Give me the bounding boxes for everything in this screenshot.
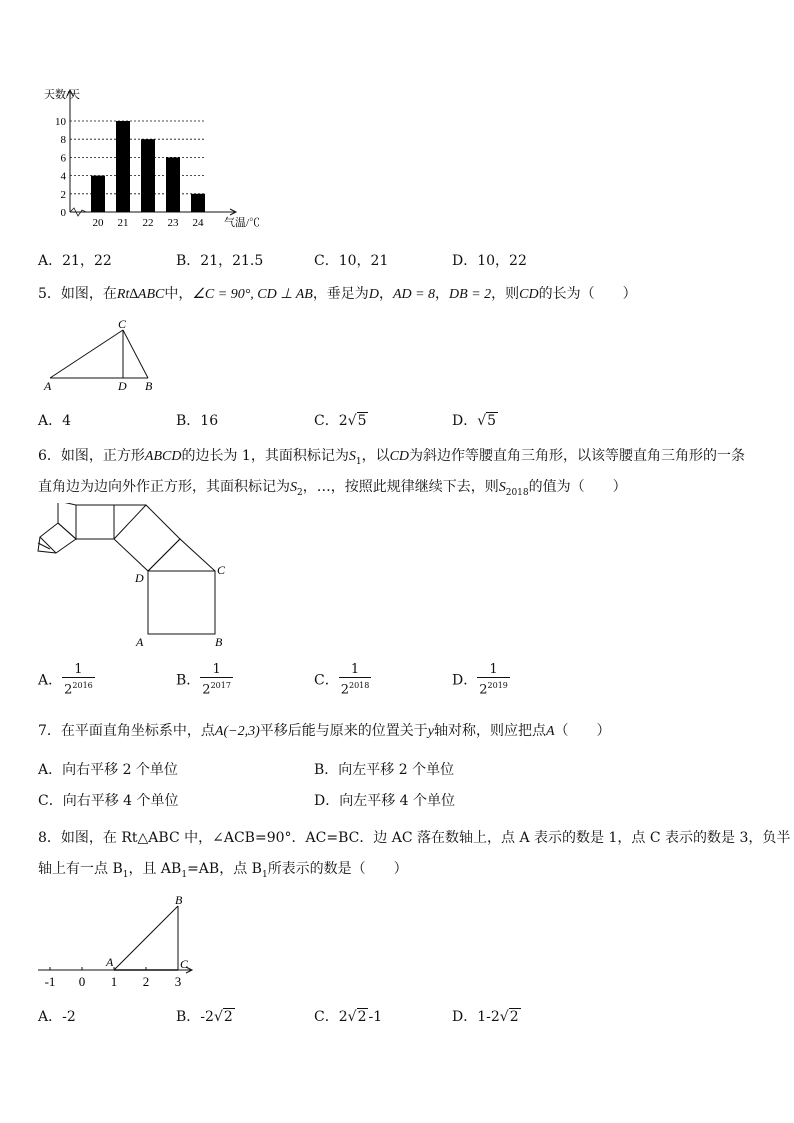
x-tick-label: 23 <box>167 217 179 229</box>
q6-option-b[interactable] <box>176 662 233 697</box>
q7-option-b[interactable] <box>314 759 454 779</box>
option-text: 向右平移 2 个单位 <box>62 762 178 778</box>
label-a: A <box>44 379 52 393</box>
question-number: 5． <box>38 286 61 302</box>
stem-text: 的值为（ ） <box>528 479 627 495</box>
option-letter: A． <box>38 672 63 689</box>
stem-text: ，且 AB <box>128 861 182 877</box>
stem-text: （ ） <box>554 723 611 739</box>
sqrt-symbol: √2 <box>347 1009 367 1025</box>
math-subscript: 2 <box>297 487 303 498</box>
question-number: 7． <box>38 723 61 739</box>
math-point: D <box>368 287 379 302</box>
option-letter: D． <box>452 1009 478 1025</box>
q6-stem-line2 <box>38 474 768 506</box>
power-base: 2 <box>64 682 73 698</box>
math-subscript: 2018 <box>505 487 529 498</box>
option-coef: 2 <box>338 413 348 429</box>
math-point: A <box>545 724 555 739</box>
q4-option-c[interactable] <box>314 250 388 270</box>
option-text: -2 <box>200 1009 214 1025</box>
q5-option-b[interactable] <box>176 410 218 430</box>
q4-option-b[interactable] <box>176 250 263 270</box>
square-3 <box>76 505 114 539</box>
radicand: 2 <box>357 1009 367 1025</box>
q8-option-c[interactable] <box>314 1006 382 1026</box>
side-ac <box>50 330 123 378</box>
math-subscript: 1 <box>261 869 268 880</box>
q6-squares-figure <box>34 503 234 649</box>
option-text: 2 <box>338 1009 348 1025</box>
number-line-label: -1 <box>44 974 56 989</box>
option-letter: C． <box>38 793 63 809</box>
option-text: -1 <box>368 1009 383 1025</box>
stem-text: ，则 <box>491 286 520 302</box>
numerator: 1 <box>62 662 95 678</box>
q8-option-b[interactable] <box>176 1006 235 1026</box>
q5-stem <box>38 281 768 308</box>
x-tick-label: 22 <box>142 217 154 229</box>
power-exponent: 2017 <box>210 681 231 690</box>
stem-text: 轴上有一点 B <box>38 861 123 877</box>
side-cb <box>123 330 148 378</box>
math-square: ABCD <box>144 449 182 464</box>
option-letter: D． <box>314 793 340 809</box>
option-letter: D． <box>452 672 478 689</box>
x-tick-label: 21 <box>117 217 129 229</box>
label-d: D <box>118 379 127 393</box>
option-letter: D． <box>452 253 478 269</box>
label-c: C <box>217 563 226 577</box>
option-letter: B． <box>314 762 339 778</box>
option-text: 21，21.5 <box>200 253 264 269</box>
q5-option-c[interactable] <box>314 410 368 430</box>
stem-text: ，…，按照此规律继续下去，则 <box>302 479 499 495</box>
option-letter: D． <box>452 413 478 429</box>
stem-text: 如图，在 <box>60 286 117 302</box>
q5-option-a[interactable] <box>38 410 71 430</box>
option-text: -2 <box>62 1009 76 1025</box>
q8-option-a[interactable] <box>38 1006 76 1026</box>
stem-text: ，垂足为 <box>312 286 369 302</box>
fraction <box>62 662 95 697</box>
sqrt-symbol: √5 <box>347 413 367 429</box>
temperature-bar-chart <box>40 86 280 231</box>
chart-y-label: 天数/天 <box>44 89 81 101</box>
option-letter: B． <box>176 413 201 429</box>
q7-option-a[interactable] <box>38 759 178 779</box>
stem-text: =AB，点 B <box>187 861 262 877</box>
y-tick-label: 10 <box>55 116 66 128</box>
power-base: 2 <box>340 682 349 698</box>
radicand: 5 <box>487 413 497 429</box>
stem-text: 所表示的数是（ ） <box>267 861 408 877</box>
q8-stem-line1 <box>38 825 791 851</box>
q8-option-d[interactable] <box>452 1006 521 1026</box>
triangle-on-cd <box>148 539 215 571</box>
bar-22 <box>141 139 155 212</box>
question-number: 6． <box>38 448 61 464</box>
square-4 <box>58 503 76 539</box>
stem-text: ，以 <box>361 448 390 464</box>
y-tick-label: 4 <box>60 170 66 183</box>
denominator <box>339 678 372 697</box>
numerator: 1 <box>339 662 372 678</box>
math-length: AD = 8 <box>392 287 436 302</box>
option-letter: B． <box>176 253 201 269</box>
option-text: 10，22 <box>477 253 527 269</box>
y-tick-label: 6 <box>60 152 66 165</box>
label-c: C <box>118 317 127 331</box>
stem-text: 平移后能与原来的位置关于 <box>259 723 428 739</box>
chart-x-label: 气温/℃ <box>224 217 261 229</box>
number-line-label: 0 <box>78 974 86 989</box>
q6-stem-line1 <box>38 443 768 475</box>
y-tick-label: 8 <box>60 134 66 147</box>
denominator <box>477 678 510 697</box>
option-letter: A． <box>38 253 63 269</box>
stem-text: 中， <box>164 286 193 302</box>
label-b: B <box>145 379 153 393</box>
stem-text: 为斜边作等腰直角三角形，以该等腰直角三角形的一条 <box>409 448 746 464</box>
q7-stem <box>38 718 768 745</box>
stem-text: ， <box>435 286 450 302</box>
q5-option-d[interactable] <box>452 410 498 430</box>
x-tick-label: 24 <box>192 217 204 229</box>
q7-option-d[interactable] <box>314 790 455 810</box>
number-line-label: 3 <box>174 974 182 989</box>
option-letter: C． <box>314 672 339 689</box>
math-subscript: 1 <box>355 456 362 467</box>
math-triangle: Rt∆ABC <box>116 287 165 302</box>
q5-triangle-figure <box>38 316 168 394</box>
power-exponent: 2018 <box>349 681 370 690</box>
bar-23 <box>166 157 180 212</box>
stem-text: 的边长为 1，其面积标记为 <box>181 448 349 464</box>
option-text: 向左平移 4 个单位 <box>339 793 456 809</box>
number-line-label: 1 <box>110 974 118 989</box>
y-tick-label: 0 <box>60 207 66 219</box>
stem-text: 直角边为边向外作正方形，其面积标记为 <box>38 479 290 495</box>
label-a: A <box>136 635 144 649</box>
sqrt-symbol: √2 <box>499 1009 519 1025</box>
label-d: D <box>135 571 144 585</box>
label-b: B <box>215 635 223 649</box>
square-abcd <box>148 571 215 634</box>
bar-24 <box>191 194 205 212</box>
bar-21 <box>116 121 130 212</box>
math-area: S <box>348 449 356 464</box>
math-segment: CD <box>389 449 410 464</box>
option-letter: A． <box>38 1009 63 1025</box>
fraction <box>477 662 510 697</box>
y-tick-label: 2 <box>60 188 66 201</box>
q6-option-a[interactable] <box>38 662 95 697</box>
q7-option-c[interactable] <box>38 790 179 810</box>
bar-20 <box>91 176 105 212</box>
side-ab <box>114 906 178 970</box>
power-base: 2 <box>202 682 211 698</box>
option-letter: C． <box>314 1009 339 1025</box>
radicand: 2 <box>509 1009 519 1025</box>
q4-option-a[interactable] <box>38 250 112 270</box>
math-subscript: 1 <box>181 869 188 880</box>
math-point: A(−2,3) <box>214 724 260 739</box>
fraction <box>200 662 233 697</box>
option-letter: B． <box>176 672 201 689</box>
x-tick-label: 20 <box>92 217 104 229</box>
stem-text: 轴对称，则应把点 <box>433 723 546 739</box>
power-exponent: 2016 <box>72 681 93 690</box>
square-6-diag <box>38 543 50 549</box>
q8-stem-line2 <box>38 856 768 888</box>
option-text: 16 <box>200 413 219 429</box>
square-2 <box>114 505 180 571</box>
label-b: B <box>175 893 183 907</box>
math-axis: y <box>427 724 434 739</box>
stem-text: 如图，正方形 <box>60 448 145 464</box>
label-a: A <box>106 955 114 969</box>
sqrt-symbol: √2 <box>213 1009 233 1025</box>
math-area: S <box>290 480 297 495</box>
number-line-label: 2 <box>142 974 150 989</box>
q4-option-d[interactable] <box>452 250 527 270</box>
option-text: 1-2 <box>477 1009 500 1025</box>
radicand: 2 <box>223 1009 233 1025</box>
option-letter: C． <box>314 413 339 429</box>
power-exponent: 2019 <box>487 681 508 690</box>
math-segment: CD <box>519 287 539 302</box>
math-subscript: 1 <box>122 869 129 880</box>
square-5 <box>40 523 76 553</box>
question-number: 8． <box>38 830 61 846</box>
option-letter: C． <box>314 253 339 269</box>
denominator <box>62 678 95 697</box>
q8-number-line-figure <box>36 892 206 992</box>
label-c: C <box>180 957 189 971</box>
option-letter: A． <box>38 762 63 778</box>
stem-text: 在平面直角坐标系中，点 <box>60 723 215 739</box>
math-area: S <box>498 480 506 495</box>
sqrt-symbol: √5 <box>477 413 497 429</box>
power-base: 2 <box>479 682 488 698</box>
stem-text: 的长为（ ） <box>538 286 637 302</box>
q6-option-d[interactable] <box>452 662 510 697</box>
stem-text: 如图，在 Rt△ABC 中，∠ACB=90°．AC=BC．边 AC 落在数轴上，点 A 表示的数是 1，点 C 表示的数是 3，负半 <box>60 830 791 846</box>
fraction <box>339 662 372 697</box>
math-condition: ∠C = 90°, CD ⊥ AB <box>192 287 313 302</box>
radicand: 5 <box>357 413 367 429</box>
numerator: 1 <box>200 662 233 678</box>
option-text: 向右平移 4 个单位 <box>62 793 179 809</box>
stem-text: ， <box>378 286 393 302</box>
option-text: 21，22 <box>62 253 112 269</box>
option-letter: B． <box>176 1009 201 1025</box>
option-letter: A． <box>38 413 63 429</box>
option-text: 10，21 <box>338 253 389 269</box>
math-length: DB = 2 <box>449 287 492 302</box>
option-text: 向左平移 2 个单位 <box>338 762 455 778</box>
q6-option-c[interactable] <box>314 662 371 697</box>
denominator <box>200 678 233 697</box>
numerator: 1 <box>477 662 510 678</box>
option-text: 4 <box>62 413 72 429</box>
